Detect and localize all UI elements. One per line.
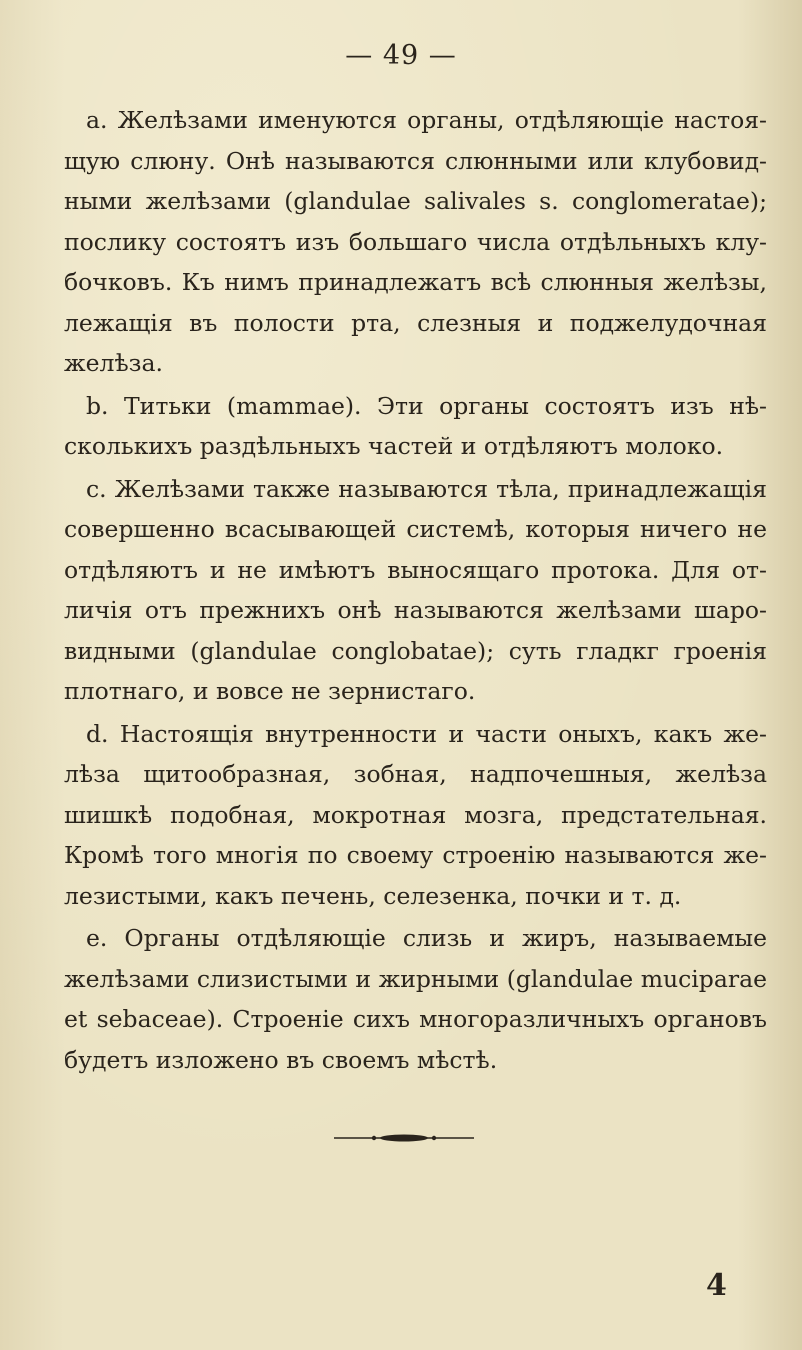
text-line: Кромѣ того многія по своему строенію называются же-: [64, 841, 767, 869]
text-line: отдѣляютъ и не имѣютъ выносящаго протока. Для от-: [64, 555, 767, 584]
signature-mark: 4: [706, 1268, 727, 1303]
text-line: желѣза.: [64, 349, 163, 377]
paragraph-d: [42, 714, 767, 917]
text-line: бочковъ. Къ нимъ принадлежатъ всѣ слюнныя желѣзы,: [64, 268, 767, 296]
paragraph-b: [42, 386, 767, 467]
text-line: et sebaceae). Строеніе сихъ многоразличныхъ органовъ: [64, 1005, 767, 1033]
text-line: щую слюну. Онѣ называются слюнными или клубовид-: [64, 146, 767, 175]
paragraph-a: [42, 100, 767, 384]
paragraph-e: [42, 918, 767, 1080]
ornamental-divider: [334, 1132, 474, 1144]
text-line: послику состоятъ изъ большаго числа отдѣльныхъ клу-: [64, 227, 767, 256]
text-line: d. Настоящія внутренности и части оныхъ, какъ же-: [86, 719, 767, 748]
text-line: шишкѣ подобная, мокротная мозга, предстательная.: [64, 800, 767, 829]
text-line: лѣза щитообразная, зобная, надпочешныя, желѣза: [64, 760, 767, 788]
body-text: [42, 100, 767, 1080]
text-line: будетъ изложено въ своемъ мѣстѣ.: [64, 1045, 498, 1074]
text-line: плотнаго, и вовсе не зернистаго.: [64, 677, 476, 705]
text-line: e. Органы отдѣляющіе слизь и жиръ, называемые: [86, 924, 767, 952]
text-line: лезистыми, какъ печень, селезенка, почки и т. д.: [64, 881, 682, 910]
text-line: ными желѣзами (glandulae salivales s. conglomeratae);: [64, 187, 767, 215]
page-number: — 49 —: [345, 40, 457, 71]
text-line: лежащія въ полости рта, слезныя и поджелудочная: [64, 308, 767, 337]
text-line: c. Желѣзами также называются тѣла, принадлежащія: [86, 474, 767, 503]
text-line: видными (glandulae conglobatae); суть гладкг гроенія: [64, 636, 767, 665]
text-line: личія отъ прежнихъ онѣ называются желѣзами шаро-: [64, 596, 767, 624]
paragraph-c: [42, 469, 767, 712]
text-line: желѣзами слизистыми и жирными (glandulae muciparae: [64, 964, 767, 993]
text-line: совершенно всасывающей системѣ, которыя ничего не: [64, 515, 767, 543]
text-line: a. Желѣзами именуются органы, отдѣляющіе настоя-: [86, 106, 767, 134]
text-line: b. Титьки (mammae). Эти органы состоятъ изъ нѣ-: [86, 391, 767, 420]
text-line: сколькихъ раздѣльныхъ частей и отдѣляютъ молоко.: [64, 432, 724, 460]
